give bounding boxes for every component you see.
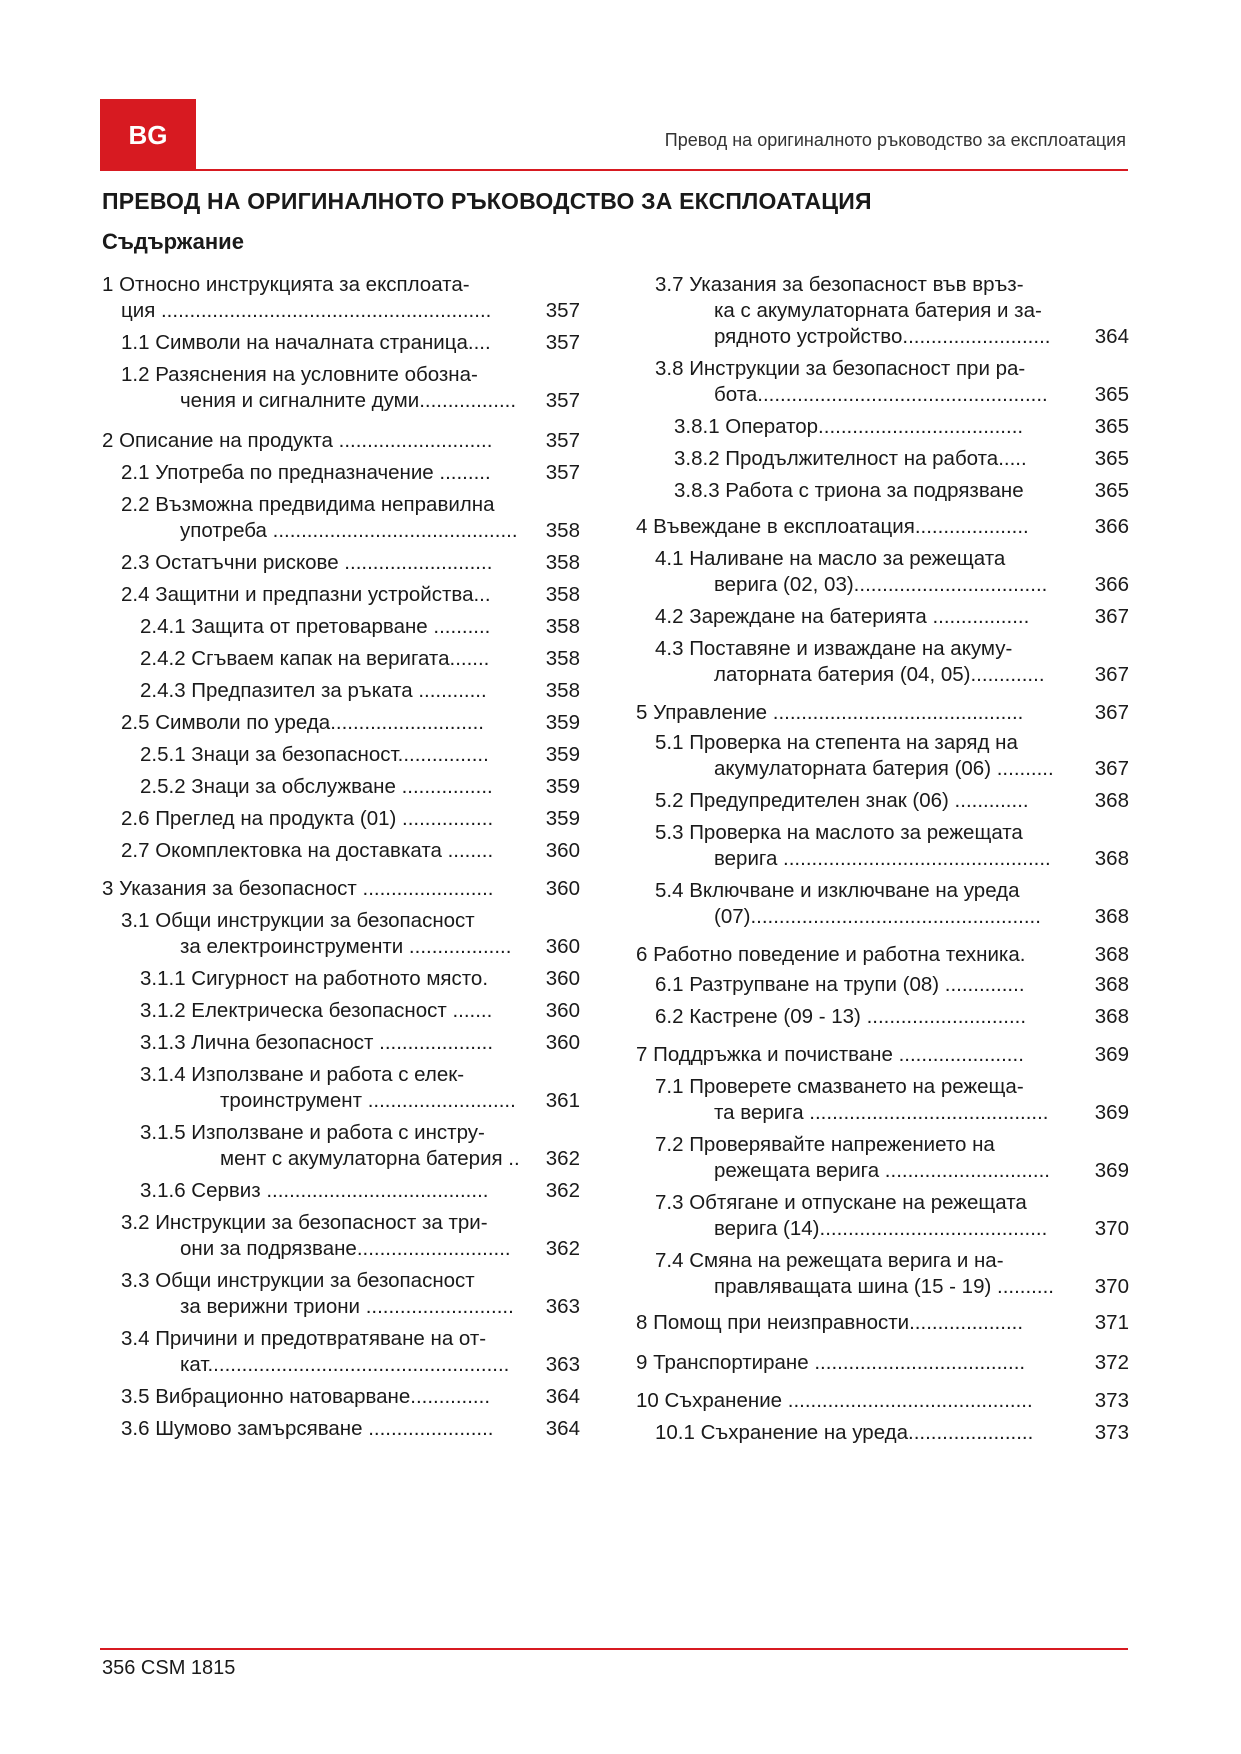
toc-entry-line: 7.1 Проверете смазването на режеща- bbox=[655, 1075, 1024, 1098]
toc-entry-line: 2.5.2 Знаци за обслужване ................ bbox=[140, 775, 493, 798]
toc-right-column bbox=[636, 272, 1129, 1446]
toc-page-number: 358 bbox=[545, 647, 580, 670]
toc-entry-line: 6.1 Разтрупване на трупи (08) .............. bbox=[655, 973, 1025, 996]
toc-entry[interactable] bbox=[636, 604, 1129, 630]
toc-entry-line: 3 Указания за безопасност ....................... bbox=[102, 877, 494, 900]
toc-entry[interactable] bbox=[102, 1326, 580, 1378]
toc-page-number: 357 bbox=[545, 461, 580, 484]
toc-entry-line: чения и сигналните думи................. bbox=[180, 389, 517, 412]
toc-entry-line: 1.2 Разяснения на условните обозна- bbox=[121, 363, 478, 386]
toc-entry[interactable] bbox=[636, 1310, 1129, 1336]
toc-entry[interactable] bbox=[636, 788, 1129, 814]
toc-entry-line: рядното устройство.......................... bbox=[714, 325, 1051, 348]
toc-page-number: 364 bbox=[545, 1385, 580, 1408]
toc-page-number: 365 bbox=[1094, 415, 1129, 438]
toc-entry[interactable] bbox=[636, 972, 1129, 998]
toc-entry[interactable] bbox=[102, 272, 580, 324]
toc-entry[interactable] bbox=[102, 362, 580, 414]
toc-entry[interactable] bbox=[102, 460, 580, 486]
toc-entry[interactable] bbox=[102, 1268, 580, 1320]
toc-entry-line: 8 Помощ при неизправности.................... bbox=[636, 1311, 1024, 1334]
toc-entry-line: ция .......................................................... bbox=[121, 299, 492, 322]
toc-page-number: 360 bbox=[545, 839, 580, 862]
toc-entry-line: 3.8.3 Работа с триона за подрязване bbox=[674, 479, 1024, 502]
toc-entry[interactable] bbox=[102, 1178, 580, 1204]
toc-entry[interactable] bbox=[636, 272, 1129, 350]
toc-entry[interactable] bbox=[102, 838, 580, 864]
toc-entry-line: 7 Поддръжка и почистване ...................... bbox=[636, 1043, 1024, 1066]
language-tab: BG bbox=[100, 99, 196, 171]
toc-page-number: 367 bbox=[1094, 757, 1129, 780]
toc-entry[interactable] bbox=[636, 514, 1129, 540]
toc-entry-line: 3.7 Указания за безопасност във връз- bbox=[655, 273, 1024, 296]
toc-page-number: 362 bbox=[545, 1237, 580, 1260]
toc-page-number: 368 bbox=[1094, 905, 1129, 928]
toc-entry-line: 5.1 Проверка на степента на заряд на bbox=[655, 731, 1018, 754]
toc-page-number: 359 bbox=[545, 711, 580, 734]
toc-entry-line: 2.2 Възможна предвидима неправилна bbox=[121, 493, 495, 516]
toc-entry[interactable] bbox=[102, 998, 580, 1024]
toc-heading: Съдържание bbox=[102, 229, 244, 254]
toc-page-number: 357 bbox=[545, 299, 580, 322]
toc-entry-line: 3.4 Причини и предотвратяване на от- bbox=[121, 1327, 487, 1350]
toc-entry[interactable] bbox=[636, 1190, 1129, 1242]
toc-entry[interactable] bbox=[636, 478, 1129, 504]
toc-entry[interactable] bbox=[102, 1416, 580, 1442]
toc-entry-line: акумулаторната батерия (06) .......... bbox=[714, 757, 1054, 780]
toc-entry-line: 5.4 Включване и изключване на уреда bbox=[655, 879, 1020, 902]
running-header: Превод на оригиналното ръководство за експлоатация bbox=[664, 130, 1126, 150]
toc-entry-line: верига (02, 03).................................. bbox=[714, 573, 1048, 596]
toc-page-number: 373 bbox=[1094, 1389, 1129, 1412]
toc-page-number: 365 bbox=[1094, 479, 1129, 502]
toc-entry[interactable] bbox=[102, 966, 580, 992]
toc-page-number: 361 bbox=[545, 1089, 580, 1112]
toc-page-number: 367 bbox=[1094, 605, 1129, 628]
toc-entry[interactable] bbox=[636, 414, 1129, 440]
toc-entry-line: 3.8.2 Продължителност на работа..... bbox=[674, 447, 1027, 470]
toc-entry-line: 2.4.3 Предпазител за ръката ............ bbox=[140, 679, 487, 702]
toc-entry[interactable] bbox=[102, 1210, 580, 1262]
toc-page-number: 367 bbox=[1094, 663, 1129, 686]
toc-entry[interactable] bbox=[636, 878, 1129, 930]
toc-entry-line: 10 Съхранение ........................................... bbox=[636, 1389, 1033, 1412]
toc-entry-line: 3.1 Общи инструкции за безопасност bbox=[121, 909, 475, 932]
toc-page-number: 360 bbox=[545, 967, 580, 990]
toc-entry-line: 7.3 Обтягане и отпускане на режещата bbox=[655, 1191, 1027, 1214]
toc-entry-line: 7.2 Проверявайте напрежението на bbox=[655, 1133, 995, 1156]
toc-entry-line: 6.2 Кастрене (09 - 13) ............................ bbox=[655, 1005, 1027, 1028]
toc-entry-line: 4.1 Наливане на масло за режещата bbox=[655, 547, 1006, 570]
toc-page-number: 357 bbox=[545, 429, 580, 452]
toc-page-number: 367 bbox=[1094, 701, 1129, 724]
toc-entry[interactable] bbox=[102, 742, 580, 768]
toc-entry[interactable] bbox=[102, 428, 580, 454]
toc-entry[interactable] bbox=[102, 774, 580, 800]
toc-page-number: 371 bbox=[1094, 1311, 1129, 1334]
toc-page-number: 363 bbox=[545, 1295, 580, 1318]
toc-entry-line: 2.3 Остатъчни рискове .......................... bbox=[121, 551, 493, 574]
toc-page-number: 368 bbox=[1094, 943, 1129, 966]
toc-entry-line: 2.5 Символи по уреда........................... bbox=[121, 711, 484, 734]
toc-entry-line: 2.5.1 Знаци за безопасност................ bbox=[140, 743, 489, 766]
toc-entry[interactable] bbox=[636, 446, 1129, 472]
toc-entry[interactable] bbox=[636, 1388, 1129, 1414]
toc-entry-line: 3.1.5 Използване и работа с инстру- bbox=[140, 1121, 485, 1144]
toc-entry[interactable] bbox=[636, 700, 1129, 726]
toc-entry-line: 9 Транспортиране ..................................... bbox=[636, 1351, 1026, 1374]
toc-entry[interactable] bbox=[636, 1248, 1129, 1300]
toc-page-number: 363 bbox=[545, 1353, 580, 1376]
toc-page-number: 370 bbox=[1094, 1275, 1129, 1298]
toc-page-number: 366 bbox=[1094, 573, 1129, 596]
toc-entry-line: 2.7 Окомплектовка на доставката ........ bbox=[121, 839, 494, 862]
toc-entry[interactable] bbox=[636, 1042, 1129, 1068]
toc-entry[interactable] bbox=[102, 614, 580, 640]
toc-entry-line: 4.2 Зареждане на батерията ................. bbox=[655, 605, 1030, 628]
toc-page-number: 359 bbox=[545, 807, 580, 830]
toc-page-number: 359 bbox=[545, 743, 580, 766]
toc-entry[interactable] bbox=[102, 678, 580, 704]
toc-page-number: 365 bbox=[1094, 383, 1129, 406]
toc-entry-line: 6 Работно поведение и работна техника. bbox=[636, 943, 1026, 966]
toc-page-number: 369 bbox=[1094, 1101, 1129, 1124]
toc-entry-line: 2.4 Защитни и предпазни устройства... bbox=[121, 583, 491, 606]
toc-page-number: 364 bbox=[1094, 325, 1129, 348]
toc-entry-line: 3.1.2 Електрическа безопасност ....... bbox=[140, 999, 493, 1022]
toc-entry-line: 2.4.1 Защита от претоварване .......... bbox=[140, 615, 491, 638]
toc-entry[interactable] bbox=[636, 1420, 1129, 1446]
toc-entry-line: 2 Описание на продукта ........................... bbox=[102, 429, 493, 452]
toc-page-number: 358 bbox=[545, 519, 580, 542]
footer-rule bbox=[100, 1648, 1128, 1650]
toc-page-number: 358 bbox=[545, 551, 580, 574]
toc-entry[interactable] bbox=[102, 646, 580, 672]
toc-entry-line: употреба ........................................... bbox=[180, 519, 518, 542]
toc-entry-line: 5.3 Проверка на маслото за режещата bbox=[655, 821, 1023, 844]
toc-page-number: 370 bbox=[1094, 1217, 1129, 1240]
toc-entry[interactable] bbox=[636, 546, 1129, 598]
toc-page-number: 357 bbox=[545, 389, 580, 412]
toc-entry-line: 2.1 Употреба по предназначение ......... bbox=[121, 461, 491, 484]
toc-entry-line: 3.8.1 Оператор.................................... bbox=[674, 415, 1024, 438]
toc-page-number: 372 bbox=[1094, 1351, 1129, 1374]
toc-entry-line: 1 Относно инструкцията за експлоата- bbox=[102, 273, 470, 296]
toc-page-number: 357 bbox=[545, 331, 580, 354]
toc-page-number: 362 bbox=[545, 1147, 580, 1170]
page-title: ПРЕВОД НА ОРИГИНАЛНОТО РЪКОВОДСТВО ЗА ЕКСПЛОАТАЦИЯ bbox=[102, 188, 872, 214]
toc-entry[interactable] bbox=[102, 1120, 580, 1172]
toc-entry-line: 7.4 Смяна на режещата верига и на- bbox=[655, 1249, 1004, 1272]
toc-entry-line: 2.4.2 Сгъваем капак на веригата....... bbox=[140, 647, 490, 670]
toc-entry-line: за електроинструменти .................. bbox=[180, 935, 512, 958]
toc-left-column bbox=[102, 272, 580, 1442]
toc-entry[interactable] bbox=[102, 908, 580, 960]
toc-entry[interactable] bbox=[636, 820, 1129, 872]
toc-page-number: 360 bbox=[545, 1031, 580, 1054]
toc-entry-line: 3.2 Инструкции за безопасност за три- bbox=[121, 1211, 488, 1234]
toc-page-number: 368 bbox=[1094, 973, 1129, 996]
toc-page-number: 366 bbox=[1094, 515, 1129, 538]
toc-entry-line: ка с акумулаторната батерия и за- bbox=[714, 299, 1042, 322]
toc-page-number: 368 bbox=[1094, 847, 1129, 870]
toc-entry-line: мент с акумулаторна батерия .. bbox=[220, 1147, 520, 1170]
toc-entry-line: 3.1.4 Използване и работа с елек- bbox=[140, 1063, 465, 1086]
toc-entry-line: верига ............................................... bbox=[714, 847, 1051, 870]
toc-entry-line: 10.1 Съхранение на уреда...................... bbox=[655, 1421, 1034, 1444]
toc-entry[interactable] bbox=[636, 1132, 1129, 1184]
toc-entry-line: (07)................................................... bbox=[714, 905, 1041, 928]
toc-entry-line: правляващата шина (15 - 19) .......... bbox=[714, 1275, 1054, 1298]
toc-entry-line: 4.3 Поставяне и изваждане на акуму- bbox=[655, 637, 1013, 660]
toc-entry-line: троинструмент .......................... bbox=[220, 1089, 516, 1112]
toc-entry-line: 3.1.3 Лична безопасност .................... bbox=[140, 1031, 494, 1054]
toc-page-number: 365 bbox=[1094, 447, 1129, 470]
toc-entry[interactable] bbox=[102, 710, 580, 736]
toc-page-number: 373 bbox=[1094, 1421, 1129, 1444]
toc-page-number: 360 bbox=[545, 935, 580, 958]
toc-entry[interactable] bbox=[636, 942, 1129, 968]
toc-entry[interactable] bbox=[102, 550, 580, 576]
toc-entry[interactable] bbox=[102, 1384, 580, 1410]
toc-entry-line: 3.1.1 Сигурност на работното място. bbox=[140, 967, 489, 990]
toc-entry-line: 3.6 Шумово замърсяване ...................... bbox=[121, 1417, 494, 1440]
toc-entry[interactable] bbox=[636, 356, 1129, 408]
toc-entry[interactable] bbox=[636, 1004, 1129, 1030]
toc-page-number: 369 bbox=[1094, 1043, 1129, 1066]
toc-entry-line: они за подрязване........................... bbox=[180, 1237, 511, 1260]
toc-entry-line: кат..................................................... bbox=[180, 1353, 510, 1376]
toc-page-number: 368 bbox=[1094, 1005, 1129, 1028]
toc-entry[interactable] bbox=[636, 1074, 1129, 1126]
toc-entry-line: 1.1 Символи на началната страница.... bbox=[121, 331, 491, 354]
toc-page-number: 369 bbox=[1094, 1159, 1129, 1182]
toc-entry[interactable] bbox=[102, 330, 580, 356]
toc-entry[interactable] bbox=[636, 730, 1129, 782]
toc-page-number: 360 bbox=[545, 877, 580, 900]
toc-entry-line: 3.8 Инструкции за безопасност при ра- bbox=[655, 357, 1026, 380]
toc-page-number: 359 bbox=[545, 775, 580, 798]
toc-page-number: 358 bbox=[545, 615, 580, 638]
toc-entry-line: 2.6 Преглед на продукта (01) ................ bbox=[121, 807, 494, 830]
toc-entry[interactable] bbox=[102, 582, 580, 608]
toc-entry[interactable] bbox=[102, 1030, 580, 1056]
toc-entry[interactable] bbox=[102, 876, 580, 902]
toc-entry-line: верига (14)........................................ bbox=[714, 1217, 1048, 1240]
toc-entry-line: за верижни триони .......................... bbox=[180, 1295, 514, 1318]
toc-entry-line: 3.1.6 Сервиз ....................................... bbox=[140, 1179, 489, 1202]
toc-entry-line: латорната батерия (04, 05)............. bbox=[714, 663, 1045, 686]
header-rule bbox=[100, 169, 1128, 171]
toc-entry-line: 3.3 Общи инструкции за безопасност bbox=[121, 1269, 475, 1292]
toc-entry-line: режещата верига ............................. bbox=[714, 1159, 1050, 1182]
toc-page-number: 360 bbox=[545, 999, 580, 1022]
toc-page-number: 358 bbox=[545, 583, 580, 606]
toc-entry-line: 3.5 Вибрационно натоварване.............. bbox=[121, 1385, 491, 1408]
toc-entry[interactable] bbox=[636, 1350, 1129, 1376]
toc-entry[interactable] bbox=[636, 636, 1129, 688]
page-footer: 356 CSM 1815 bbox=[102, 1657, 236, 1679]
toc-page-number: 368 bbox=[1094, 789, 1129, 812]
toc-entry[interactable] bbox=[102, 1062, 580, 1114]
toc-entry-line: 5.2 Предупредителен знак (06) ............. bbox=[655, 789, 1029, 812]
toc-entry[interactable] bbox=[102, 492, 580, 544]
toc-page-number: 364 bbox=[545, 1417, 580, 1440]
toc-entry-line: 4 Въвеждане в експлоатация.................... bbox=[636, 515, 1029, 538]
toc-entry[interactable] bbox=[102, 806, 580, 832]
toc-page-number: 362 bbox=[545, 1179, 580, 1202]
toc-entry-line: бота................................................... bbox=[714, 383, 1048, 406]
toc-entry-line: 5 Управление ............................................ bbox=[636, 701, 1024, 724]
toc-entry-line: та верига .......................................... bbox=[714, 1101, 1049, 1124]
toc-page-number: 358 bbox=[545, 679, 580, 702]
